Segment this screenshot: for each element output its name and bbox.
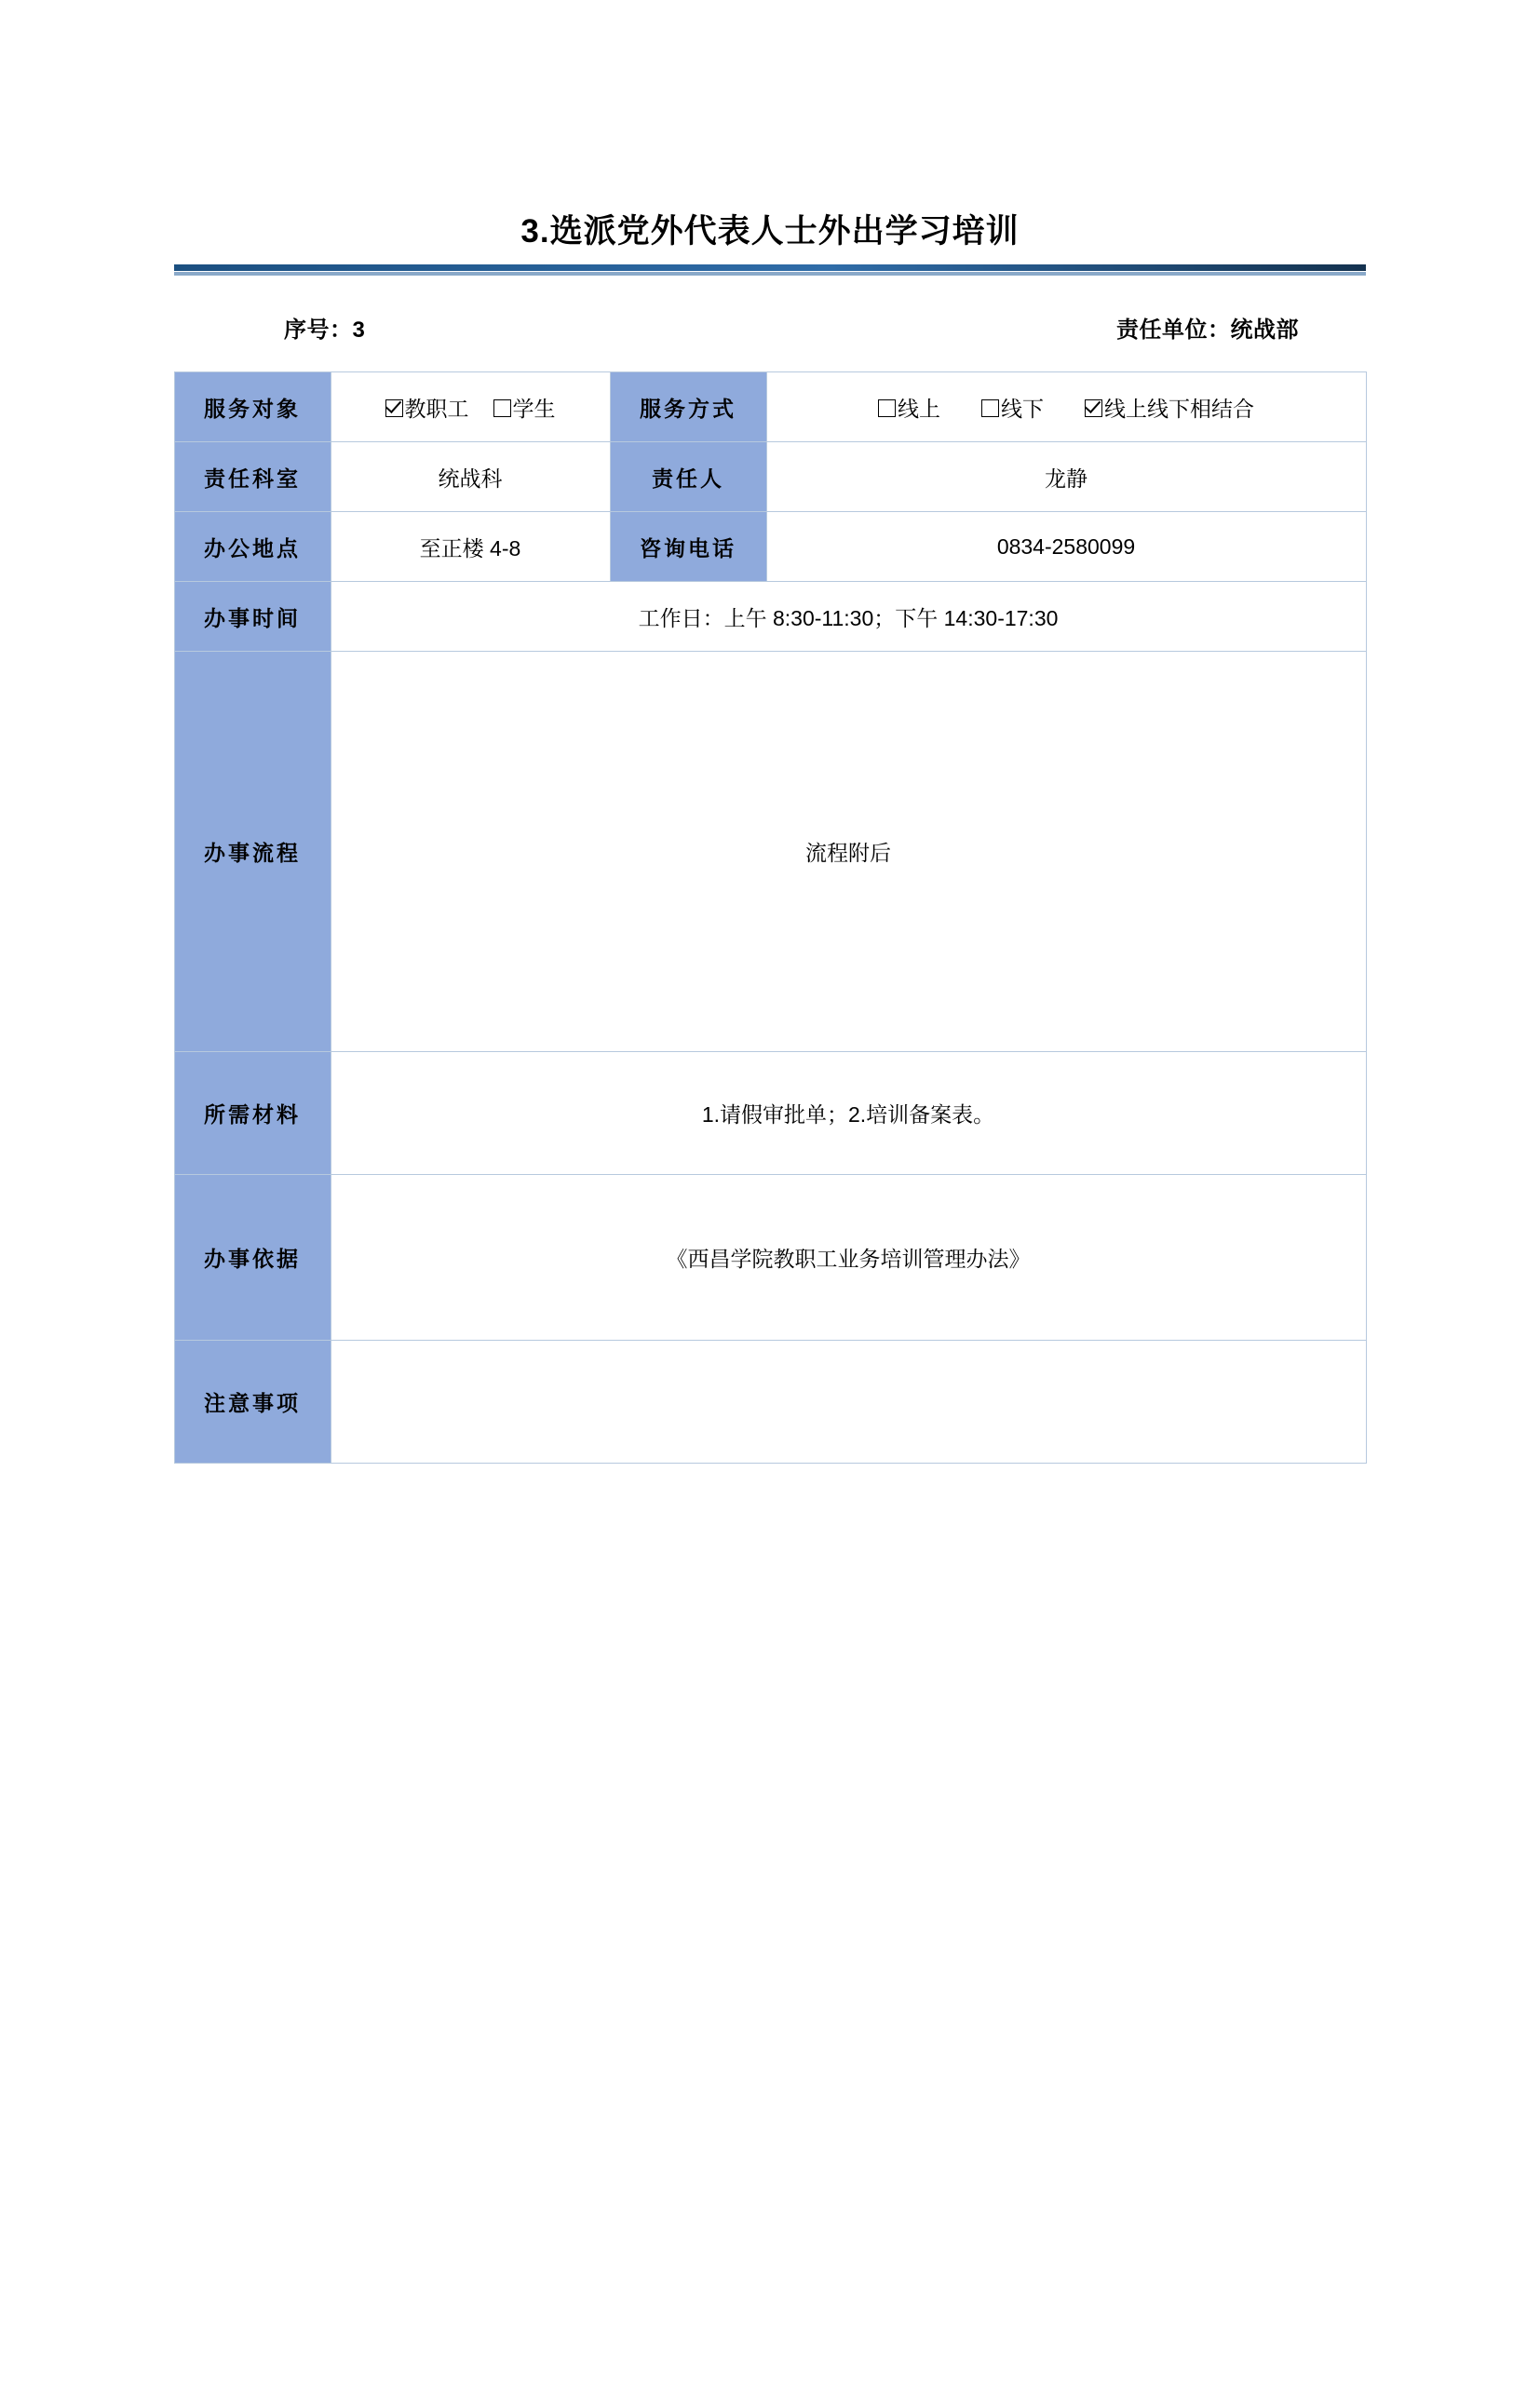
label-work-time: 办事时间 (174, 582, 331, 652)
value-service-mode (766, 372, 1366, 442)
page-title: 3.选派党外代表人士外出学习培训 (520, 213, 1020, 250)
value-phone: 0834-2580099 (766, 512, 1366, 582)
table-row (174, 512, 1366, 582)
checkbox-staff[interactable] (385, 392, 469, 423)
label-basis: 办事依据 (174, 1175, 331, 1341)
label-service-mode: 服务方式 (610, 372, 766, 442)
checkbox-hybrid[interactable] (1085, 392, 1254, 423)
table-row (174, 1052, 1366, 1175)
table-row (174, 442, 1366, 512)
title-block (0, 212, 1540, 276)
label-department: 责任科室 (174, 442, 331, 512)
sequence-number: 序号：3 (284, 317, 366, 343)
meta-row (174, 311, 1366, 344)
checkbox-checked-icon[interactable] (385, 399, 403, 417)
checkbox-staff-label: 教职工 (404, 396, 469, 421)
checkbox-empty-icon[interactable] (981, 399, 999, 417)
checkbox-online[interactable] (878, 392, 940, 423)
table-row (174, 1341, 1366, 1464)
checkbox-offline[interactable] (981, 392, 1044, 423)
label-notes: 注意事项 (174, 1341, 331, 1464)
checkbox-empty-icon[interactable] (878, 399, 896, 417)
title-divider-thin (174, 272, 1366, 276)
value-work-time: 工作日：上午 8:30-11:30；下午 14:30-17:30 (331, 582, 1366, 652)
value-materials: 1.请假审批单；2.培训备案表。 (331, 1052, 1366, 1175)
table-row (174, 1175, 1366, 1341)
title-divider (174, 264, 1366, 276)
checkbox-hybrid-label: 线上线下相结合 (1104, 396, 1254, 421)
service-info-table (174, 371, 1367, 1464)
checkbox-student[interactable] (493, 392, 556, 423)
document-page (0, 212, 1540, 2390)
value-notes (331, 1341, 1366, 1464)
table-row (174, 372, 1366, 442)
label-process: 办事流程 (174, 652, 331, 1052)
checkbox-student-label: 学生 (512, 396, 556, 421)
value-department: 统战科 (331, 442, 610, 512)
value-service-target (331, 372, 610, 442)
value-person: 龙静 (766, 442, 1366, 512)
checkbox-checked-icon[interactable] (1085, 399, 1102, 417)
label-person: 责任人 (610, 442, 766, 512)
label-service-target: 服务对象 (174, 372, 331, 442)
checkbox-empty-icon[interactable] (493, 399, 511, 417)
responsible-unit: 责任单位：统战部 (1116, 317, 1299, 343)
service-mode-options (777, 392, 1357, 423)
label-office-location: 办公地点 (174, 512, 331, 582)
service-target-options (341, 392, 601, 423)
title-divider-thick (174, 264, 1366, 271)
value-process: 流程附后 (331, 652, 1366, 1052)
label-materials: 所需材料 (174, 1052, 331, 1175)
value-basis: 《西昌学院教职工业务培训管理办法》 (331, 1175, 1366, 1341)
value-office-location: 至正楼 4-8 (331, 512, 610, 582)
label-phone: 咨询电话 (610, 512, 766, 582)
table-row (174, 582, 1366, 652)
checkbox-online-label: 线上 (898, 396, 940, 421)
checkbox-offline-label: 线下 (1001, 396, 1044, 421)
table-row (174, 652, 1366, 1052)
